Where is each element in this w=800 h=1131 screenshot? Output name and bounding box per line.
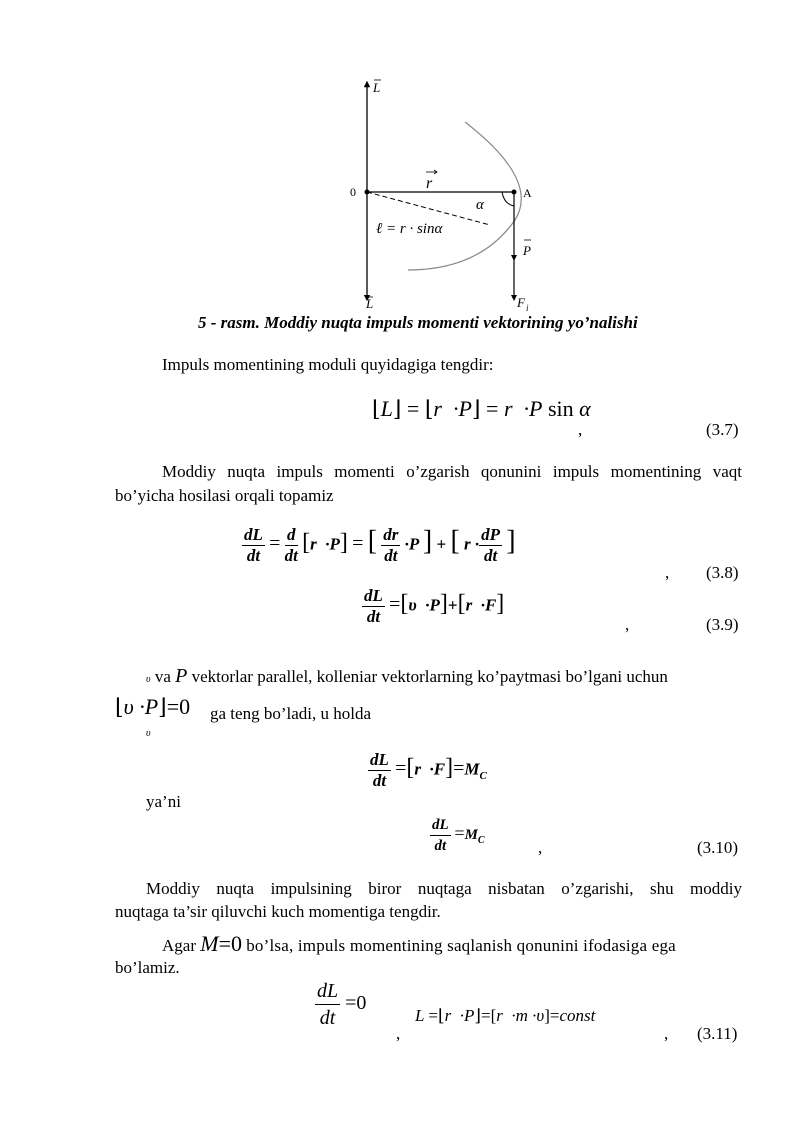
alpha-arc <box>502 192 514 206</box>
eq-3-9-number: (3.9) <box>706 615 739 634</box>
point-O <box>365 190 370 195</box>
paragraph-4-line-2: nuqtaga ta’sir qiluvchi kuch momentiga tengdir. <box>115 902 441 921</box>
eq-3-10-comma: , <box>538 838 543 857</box>
small-v: υ <box>146 674 151 685</box>
label-O: 0 <box>350 185 356 199</box>
paragraph-1: Impuls momentining moduli quyidagiga tengdir: <box>162 355 494 374</box>
equation-3-8: $\frac{dL}{dt}$ = $\frac{d}{dt}$ [r ·P] = [ $\frac{dr}{dt}$ ·P ] + [ r · $\frac{dP}{dt}$ ] <box>244 525 516 565</box>
word-const: const <box>559 1006 596 1025</box>
label-L-bottom: L <box>366 296 374 311</box>
label-lever-arm: ℓ = r · sinα <box>376 221 443 237</box>
symbol-P: P <box>175 665 188 687</box>
eq-3-11-comma-2: , <box>664 1024 669 1043</box>
label-F-sub: i <box>526 303 529 313</box>
small-v-2: υ <box>146 728 151 739</box>
eq-3-10-number: (3.10) <box>697 838 739 857</box>
eq-3-7-comma: , <box>578 420 583 439</box>
paragraph-5-line-2: bo’lamiz. <box>115 958 180 977</box>
label-r: r <box>426 175 433 192</box>
equation-3-9: $\frac{dL}{dt}$ =[υ ·P]+[r ·F] <box>364 586 505 626</box>
equation-3-7: ⌊L⌋ = ⌊r ·P⌋ = r ·P sin α <box>372 396 591 421</box>
point-A <box>512 190 517 195</box>
label-P: P <box>523 243 531 258</box>
word-agar: Agar <box>162 936 196 955</box>
paragraph-3-text: vektorlar parallel, kolleniar vektorlarning ko’paytmasi bo’lgani uchun <box>191 667 668 686</box>
equation-3-11-left: $\frac{dL}{dt}$ =0 <box>317 980 367 1029</box>
impulse-moment-diagram <box>330 70 570 315</box>
paragraph-4-line-1: Moddiy nuqta impulsining biror nuqtaga nisbatan o’zgarishi, shu moddiy <box>146 879 742 898</box>
eq-3-11-number: (3.11) <box>697 1024 738 1043</box>
paragraph-5-line-1 <box>162 932 742 958</box>
eq-3-8-number: (3.8) <box>706 563 739 582</box>
label-L-top: L <box>373 80 381 95</box>
paragraph-2-line-1: Moddiy nuqta impuls momenti o’zgarish qonunini impuls momentining vaqt <box>162 462 742 481</box>
label-F: F <box>517 295 525 310</box>
eq-3-7-number: (3.7) <box>706 420 739 439</box>
word-va: va <box>154 667 171 686</box>
eq-3-8-comma: , <box>665 563 670 582</box>
label-alpha: α <box>476 197 484 213</box>
symbol-M: M <box>200 931 219 956</box>
label-A: A <box>523 186 532 200</box>
trajectory-arc <box>408 122 521 270</box>
eq-3-11-comma-1: , <box>396 1024 401 1043</box>
v-cross-P-zero: ⌊υ ·P⌋=0 <box>115 694 191 719</box>
figure-caption: 5 - rasm. Moddiy nuqta impuls momenti vektorining yo’nalishi <box>198 313 638 332</box>
equation-3-10: $\frac{dL}{dt}$ $=M_C$ <box>432 817 485 854</box>
paragraph-2-line-2: bo’yicha hosilasi orqali topamiz <box>115 486 334 505</box>
equation-3-11-right: L =⌊r ·P⌋=[r ·m ·υ]=const <box>415 1006 596 1025</box>
word-yani: ya’ni <box>146 792 181 811</box>
equation-dL-dt-M: $\frac{dL}{dt}$ $=[r \cdot F]=M_C$ <box>370 750 487 790</box>
eq-3-9-comma: , <box>625 615 630 634</box>
paragraph-3-line-1 <box>146 664 742 692</box>
paragraph-5-text: bo’lsa, impuls momentining saqlanish qonunini ifodasiga ega <box>246 936 676 955</box>
paragraph-3-tail: ga teng bo’ladi, u holda <box>210 704 371 723</box>
symbol-eq0: =0 <box>218 931 242 956</box>
